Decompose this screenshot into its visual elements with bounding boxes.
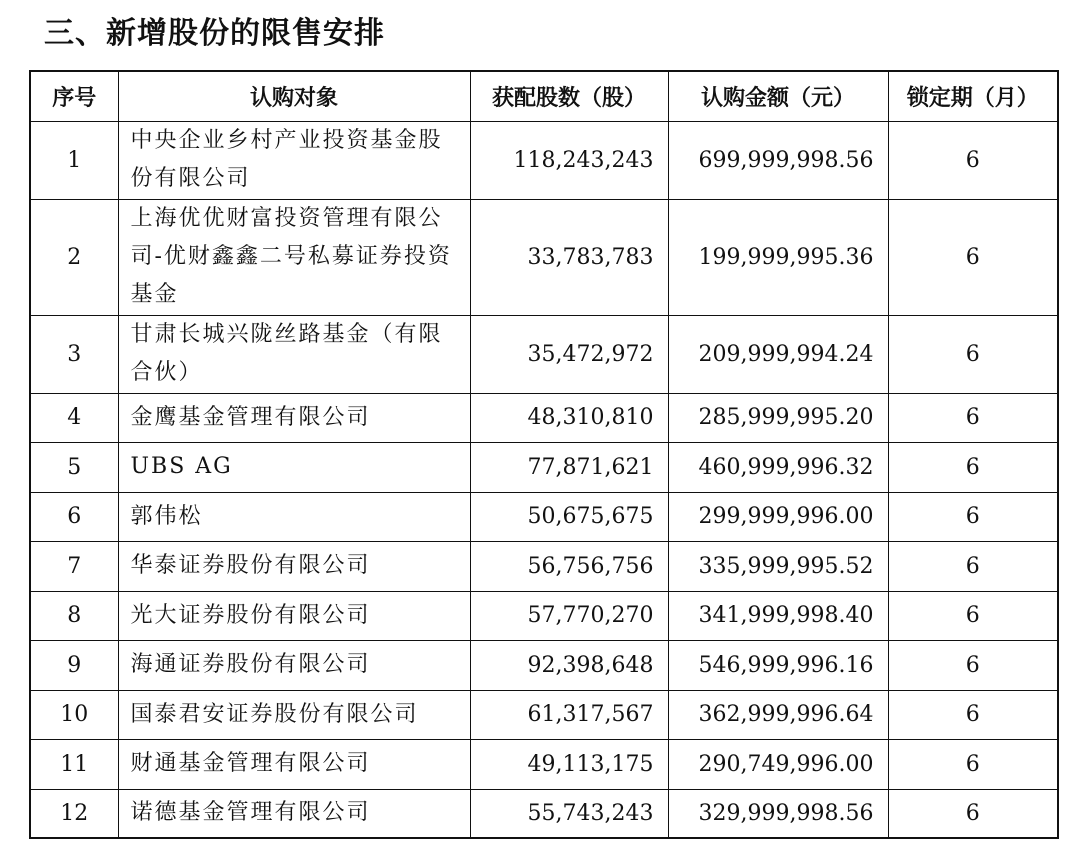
cell-lockup-period: 6 [888,640,1058,690]
cell-subscriber: UBS AG [118,442,470,492]
cell-subscription-amount: 335,999,995.52 [668,541,888,591]
cell-serial-no: 8 [30,591,118,640]
cell-subscription-amount: 329,999,998.56 [668,789,888,838]
cell-allotted-shares: 35,472,972 [470,315,668,393]
cell-subscription-amount: 341,999,998.40 [668,591,888,640]
cell-allotted-shares: 48,310,810 [470,393,668,442]
cell-subscriber: 海通证券股份有限公司 [118,640,470,690]
cell-lockup-period: 6 [888,690,1058,739]
header-serial-no: 序号 [30,71,118,121]
restriction-table [29,70,1059,839]
cell-allotted-shares: 77,871,621 [470,442,668,492]
cell-lockup-period: 6 [888,315,1058,393]
cell-subscription-amount: 199,999,995.36 [668,199,888,315]
cell-subscriber: 中央企业乡村产业投资基金股份有限公司 [118,121,470,199]
cell-subscription-amount: 299,999,996.00 [668,492,888,541]
cell-allotted-shares: 56,756,756 [470,541,668,591]
table-row [30,121,1058,199]
table-row [30,640,1058,690]
cell-serial-no: 10 [30,690,118,739]
cell-allotted-shares: 57,770,270 [470,591,668,640]
cell-subscriber: 财通基金管理有限公司 [118,739,470,789]
cell-lockup-period: 6 [888,442,1058,492]
cell-serial-no: 5 [30,442,118,492]
table-row [30,541,1058,591]
cell-allotted-shares: 118,243,243 [470,121,668,199]
cell-subscription-amount: 546,999,996.16 [668,640,888,690]
cell-subscription-amount: 285,999,995.20 [668,393,888,442]
cell-subscription-amount: 290,749,996.00 [668,739,888,789]
cell-serial-no: 9 [30,640,118,690]
cell-subscription-amount: 209,999,994.24 [668,315,888,393]
cell-lockup-period: 6 [888,739,1058,789]
cell-allotted-shares: 33,783,783 [470,199,668,315]
cell-subscriber: 上海优优财富投资管理有限公司-优财鑫鑫二号私募证券投资基金 [118,199,470,315]
cell-subscriber: 金鹰基金管理有限公司 [118,393,470,442]
cell-serial-no: 4 [30,393,118,442]
cell-subscriber: 华泰证券股份有限公司 [118,541,470,591]
cell-allotted-shares: 61,317,567 [470,690,668,739]
table-row [30,492,1058,541]
cell-lockup-period: 6 [888,541,1058,591]
cell-serial-no: 2 [30,199,118,315]
cell-subscriber: 甘肃长城兴陇丝路基金（有限合伙） [118,315,470,393]
cell-subscriber: 郭伟松 [118,492,470,541]
table-row [30,393,1058,442]
cell-lockup-period: 6 [888,121,1058,199]
cell-subscription-amount: 699,999,998.56 [668,121,888,199]
table-row [30,591,1058,640]
cell-allotted-shares: 49,113,175 [470,739,668,789]
cell-allotted-shares: 50,675,675 [470,492,668,541]
table-row [30,690,1058,739]
cell-lockup-period: 6 [888,492,1058,541]
cell-serial-no: 3 [30,315,118,393]
cell-serial-no: 11 [30,739,118,789]
cell-serial-no: 6 [30,492,118,541]
table-row [30,789,1058,838]
header-subscription-amount: 认购金额（元） [668,71,888,121]
cell-serial-no: 12 [30,789,118,838]
table-row [30,442,1058,492]
cell-subscriber: 光大证券股份有限公司 [118,591,470,640]
cell-subscriber: 国泰君安证券股份有限公司 [118,690,470,739]
cell-lockup-period: 6 [888,393,1058,442]
cell-subscription-amount: 460,999,996.32 [668,442,888,492]
table-row [30,739,1058,789]
cell-allotted-shares: 92,398,648 [470,640,668,690]
cell-subscription-amount: 362,999,996.64 [668,690,888,739]
header-subscriber: 认购对象 [118,71,470,121]
cell-allotted-shares: 55,743,243 [470,789,668,838]
cell-lockup-period: 6 [888,789,1058,838]
table-row [30,199,1058,315]
header-lockup-period: 锁定期（月） [888,71,1058,121]
cell-serial-no: 1 [30,121,118,199]
cell-subscriber: 诺德基金管理有限公司 [118,789,470,838]
section-title: 三、新增股份的限售安排 [44,16,385,51]
cell-lockup-period: 6 [888,591,1058,640]
cell-lockup-period: 6 [888,199,1058,315]
table-row [30,315,1058,393]
cell-serial-no: 7 [30,541,118,591]
table-header-row [30,71,1058,121]
header-allotted-shares: 获配股数（股） [470,71,668,121]
